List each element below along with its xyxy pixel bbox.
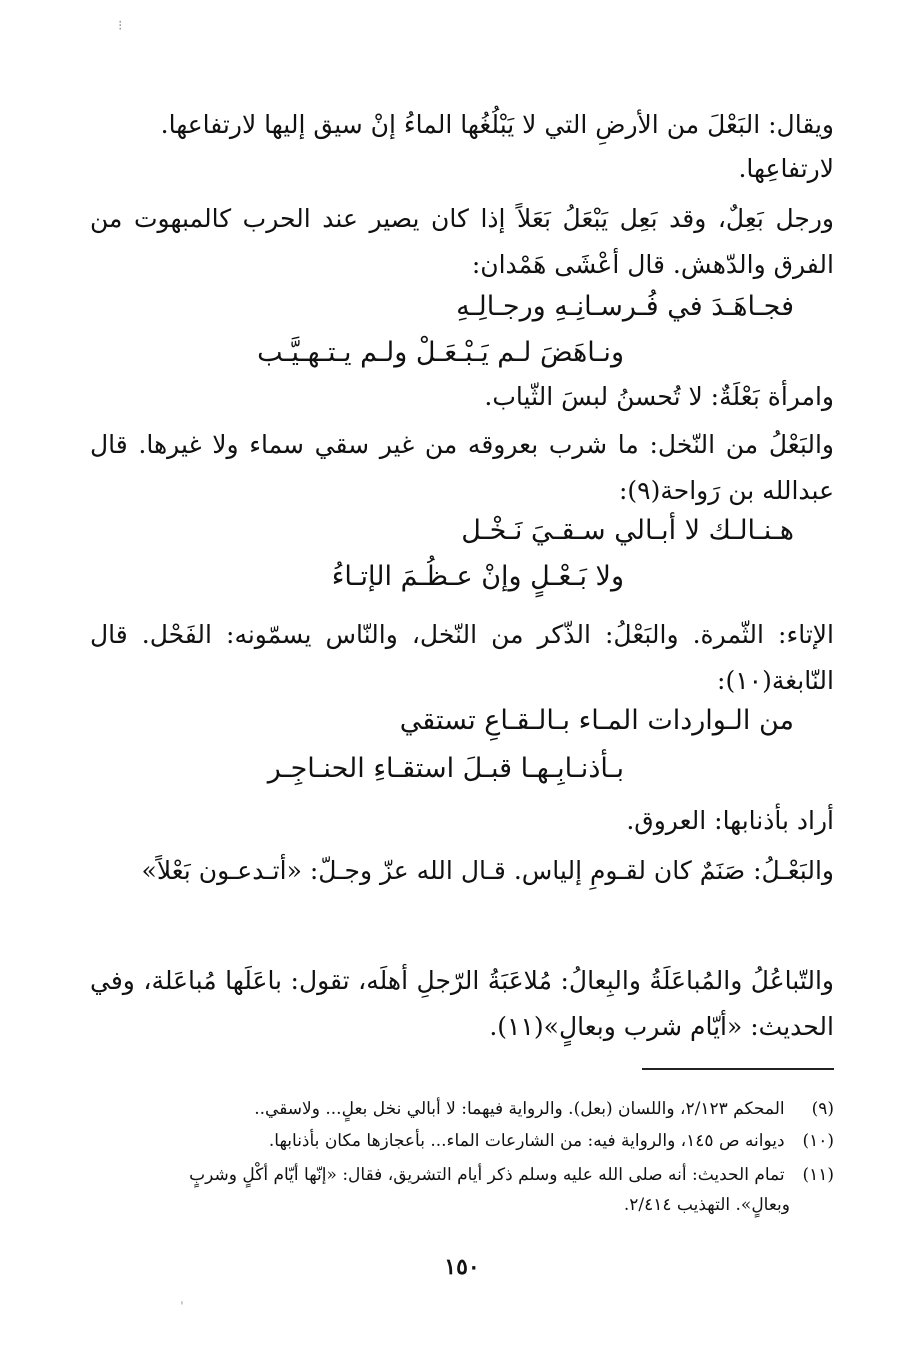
footnote-text-continued: وبعالٍ». التهذيب ٢/٤١٤. [623,1195,790,1215]
footnote-11 [84,1160,834,1220]
paragraph-4: والبَعْلُ من النّخل: ما شرب بعروقه من غير سقي سماء ولا غيرها. قال عبدالله بن رَواحة(٩): [90,430,834,505]
paragraph-2: ورجل بَعِلٌ، وقد بَعِل يَبْعَلُ بَعَلاً إذا كان يصير عند الحرب كالمبهوت من الفرق والدّهش. قال أعْشَى هَمْدان: [90,204,834,279]
footnote-text: المحكم ٢/١٢٣، واللسان (بعل). والرواية فيهما: لا أبالي نخل بعلٍ... ولاسقي.. [254,1099,785,1119]
footnote-text: تمام الحديث: أنه صلى الله عليه وسلم ذكر أيام التشريق، فقال: «إنّها أيّام أكْلٍ وشربٍ [189,1165,785,1185]
paragraph-1-line-2: لارتفاعِها. [738,154,834,183]
footnote-number: (١١) [802,1165,834,1185]
verse-1-first-hemistich: فجـاهَـدَ في فُـرسـانِـهِ ورجـالِـهِ [456,291,794,322]
verse-2-first-hemistich: هـنـالـك لا أبـالي سـقـيَ نَـخْـل [461,515,794,546]
paragraph-1-line-1: ويقال: البَعْلَ من الأرضِ التي لا يَبْلُغُها الماءُ إنْ سيق إليها لارتفاعها. [160,110,834,139]
verse-2-second-hemistich: ولا بَـعْـلٍ وإنْ عـظُـمَ الإتـاءُ [331,561,624,592]
paragraph-6: أراد بأذنابها: العروق. [626,806,834,835]
footnote-text: ديوانه ص ١٤٥، والرواية فيه: من الشارعات الماء... بأعجازها مكان بأذنابها. [268,1131,785,1151]
scan-speck: ˈ [180,1300,184,1316]
verse-3-second-hemistich: بـأذنـابِـهـا قبـلَ استقـاءِ الحنـاجِـر [267,753,624,784]
paragraph-8: والتّباعُلُ والمُباعَلَةُ والبِعالُ: مُلاعَبَةُ الرّجلِ أهلَه، تقول: باعَلَها مُباعَلة، وفي الحديث: «أيّام شرب وبعالٍ»(١١). [90,966,834,1041]
scan-speck: ⁝ [118,18,123,34]
footnote-divider [642,1068,834,1070]
verse-3-first-hemistich: من الـواردات المـاء بـالـقـاعِ تستقي [399,705,794,736]
paragraph-5: الإتاء: الثّمرة. والبَعْلُ: الذّكر من النّخل، والنّاس يسمّونه: الفَحْل. قال النّابغة(١٠): [90,620,834,695]
footnote-number: (٩) [811,1099,834,1119]
footnote-9 [84,1094,834,1124]
verse-1-second-hemistich: ونـاهَضَ لـم يَـبْـعَـلْ ولـم يـتـهـيَّـب [257,337,624,368]
page-number: ١٥٠ [444,1254,480,1280]
footnote-number: (١٠) [802,1131,834,1151]
paragraph-7: والبَعْـلُ: صَنَمٌ كان لقـومِ إلياس. قـال الله عزّ وجـلّ: «أتـدعـون بَعْلاً» [141,856,834,885]
paragraph-3: وامرأة بَعْلَةٌ: لا تُحسنُ لبسَ الثّياب. [484,382,834,411]
footnote-10 [84,1126,834,1156]
